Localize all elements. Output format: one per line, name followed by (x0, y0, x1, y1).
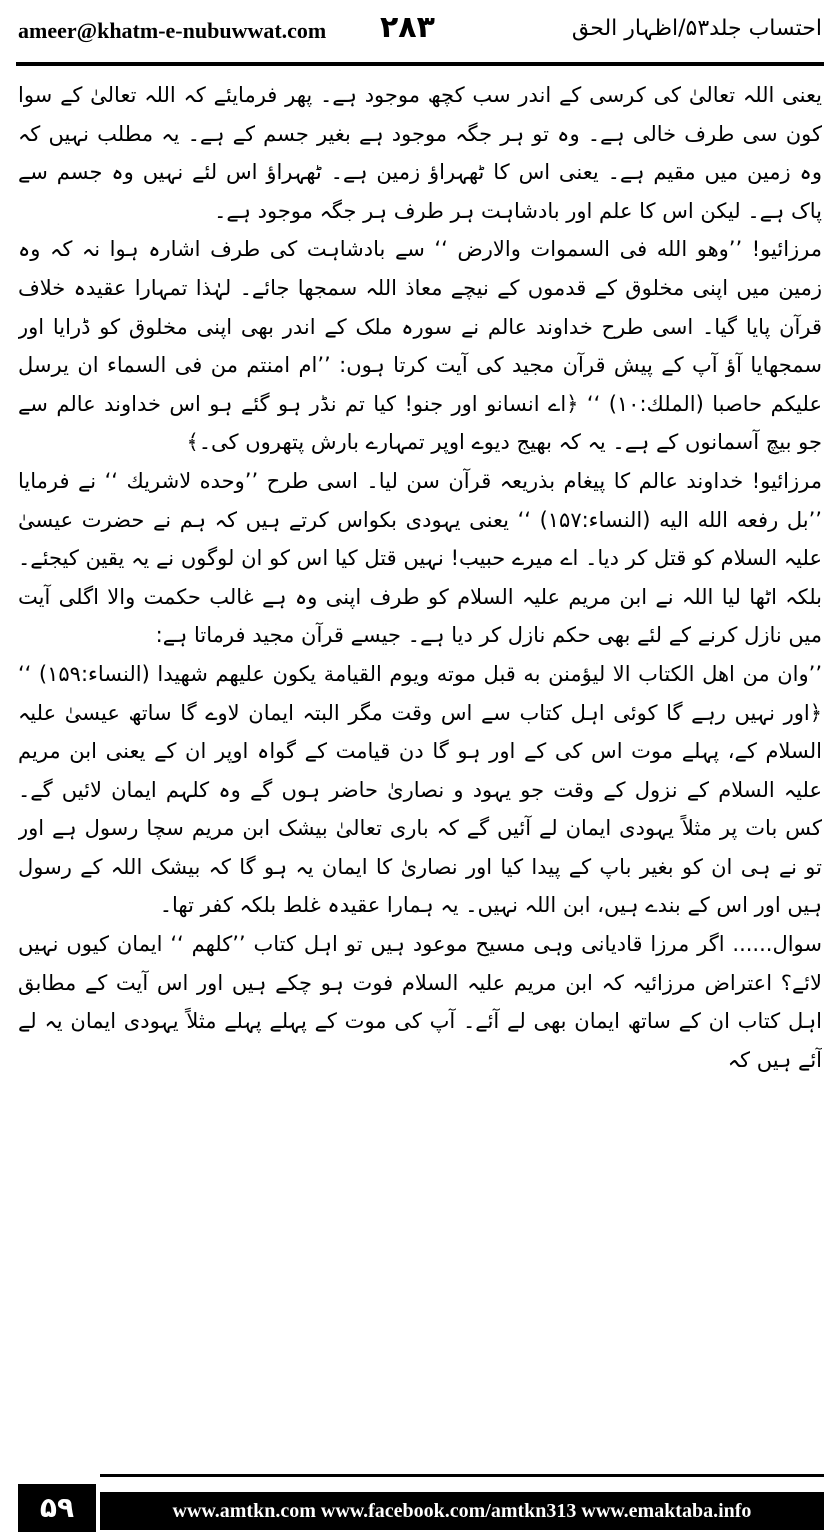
paragraph: مرزائیو! خداوند عالم کا پیغام بذریعہ قرآن سن لیا۔ اسی طرح ’’وحده لاشريك ‘‘ نے فرمایا ’’بل رفعه الله اليه (النساء:۱۵۷) ‘‘ یعنی یہودی بکواس کرتے ہیں کہ ہم نے حضرت عیسیٰ علیہ السلام کو قتل کر دیا۔ اے میرے حبیب! نہیں قتل کیا اس کو ان لوگوں نے یہ یقین کیجئے۔ بلکہ اٹھا لیا اللہ نے ابن مریم علیہ السلام کو طرف اپنی وہ ہے غالب حکمت والا اگلی آیت میں نازل کرنے کے لئے بھی حکم نازل کر دیا ہے۔ جیسے قرآن مجید فرماتا ہے: (18, 468, 822, 648)
header-page-number: ۲۸۳ (380, 10, 435, 45)
paragraph: سوال...... اگر مرزا قادیانی وہی مسیح موعود ہیں تو اہل کتاب ’’كلهم ‘‘ ایمان کیوں نہیں لائے؟ اعتراض مرزائیہ کہ ابن مریم علیہ السلام فوت ہو چکے ہیں اور اس آیت کے مطابق اہل کتاب ان کے ساتھ ایمان بھی لے آئے۔ آپ کی موت کے پہلے پہلے مثلاً یہودی ایمان یہ لے آئے ہیں کہ (18, 932, 822, 1072)
footer-rule (100, 1474, 824, 1477)
footer-links: www.amtkn.com www.facebook.com/amtkn313 www.emaktaba.info (100, 1492, 824, 1530)
paragraph: ’’وان من اهل الكتاب الا ليؤمنن به قبل موته ويوم القيامة يكون عليهم شهيدا (النساء:۱۵۹) ‘‘ ﴿اور نہیں رہے گا کوئی اہل کتاب سے اس وقت مگر البتہ ایمان لاوے گا ساتھ عیسیٰ علیہ السلام کے، پہلے موت اس کی کے اور ہو گا دن قیامت کے گواہ اوپر ان کے یعنی ابن مریم علیہ السلام کے نزول کے وقت جو یہود و نصاریٰ حاضر ہوں گے وہ کلہم ایمان لائیں گے۔ کس بات پر مثلاً یہودی ایمان لے آئیں گے کہ باری تعالیٰ بیشک ابن مریم سچا رسول ہے اور تو نے ہی ان کو بغیر باپ کے پیدا کیا اور نصاریٰ کا ایمان یہ ہو گا کہ بیشک اللہ کے رسول ہیں اور اس کے بندے ہیں، ابن اللہ نہیں۔ یہ ہمارا عقیدہ غلط بلکہ کفر تھا۔ (18, 661, 822, 918)
header-book-title: احتساب جلد۵۳/اظہار الحق (571, 16, 822, 41)
page-body (18, 76, 822, 1454)
paragraph: یعنی اللہ تعالیٰ کی کرسی کے اندر سب کچھ موجود ہے۔ پھر فرمایئے کہ اللہ تعالیٰ کے سوا کون سی طرف خالی ہے۔ وہ تو ہر جگہ موجود ہے بغیر جسم کے ہے۔ یہ مطلب نہیں کہ وہ زمین میں مقیم ہے۔ یعنی اس کا ٹھہراؤ زمین ہے۔ ٹھہراؤ اس لئے نہیں وہ جسم سے پاک ہے۔ لیکن اس کا علم اور بادشاہت ہر طرف ہر جگہ موجود ہے۔ (18, 83, 822, 223)
page-header (0, 0, 840, 62)
footer-page-number: ۵۹ (18, 1484, 96, 1532)
paragraph: مرزائیو! ’’وهو الله فى السموات والارض ‘‘ سے بادشاہت کی طرف اشارہ ہوا نہ کہ وہ زمین میں اپنی مخلوق کے قدموں کے نیچے معاذ اللہ سمجھا جائے۔ لہٰذا تمہارا عقیدہ خلاف قرآن پایا گیا۔ اسی طرح خداوند عالم نے سورہ ملک کے اندر بھی اپنی مخلوق کو ڈرایا اور سمجھایا آؤ آپ کے پیش قرآن مجید کی آیت کرتا ہوں: ’’ام امنتم من فى السماء ان يرسل عليكم حاصبا (الملك:۱۰) ‘‘ ﴿اے انسانو اور جنو! کیا تم نڈر ہو گئے ہو اس خداوند عالم سے جو بیچ آسمانوں کے ہے۔ یہ کہ بھیج دیوے اوپر تمہارے بارش پتھروں کی۔﴾ (18, 237, 822, 455)
header-rule (16, 62, 824, 66)
header-email: ameer@khatm-e-nubuwwat.com (18, 18, 327, 43)
